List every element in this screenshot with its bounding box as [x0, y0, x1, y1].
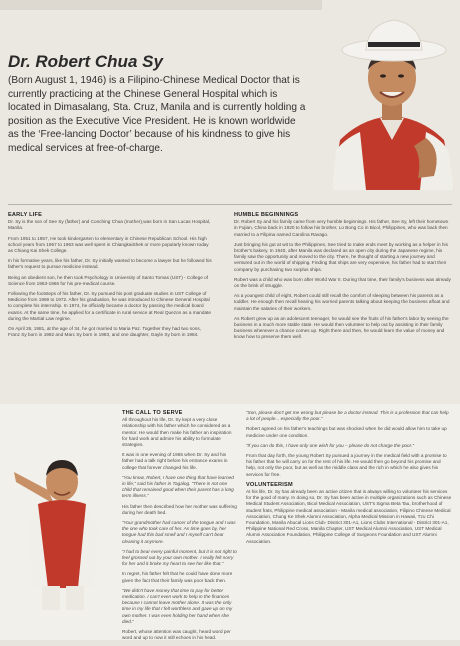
early-life-paragraph: From 1951 to 1957, He took kindergarten to elementary in Chinese Republican School. His high school years from 1957 to 1963 was well spent in ChiangkaiShek or more popularly known today as Chiang Kai Shek College.: [8, 235, 209, 254]
continued-paragraph: From that day forth, the young Robert Sy pursued a journey in the medical field with a promise to his father that he will carry on for the rest of his life. He would then go beyond his promise and help, not only the poor, but as well as the middle class and the rich in which he also gives his services for free.: [246, 453, 447, 477]
humble-beginnings-paragraph: As a youngest child of eight, Robert could still recall the comfort of sleeping between his parents as a toddler. He enough then recall hearing his worried parents talking about keeping the business afloat and maintain the salaries of their workers.: [234, 293, 450, 311]
call-to-serve-paragraph: Robert, whose attention was caught, heard word per word and up to now it still echoes in his head.: [122, 629, 231, 641]
humble-beginnings-paragraph: Dr. Robert Sy and his family came from very humble beginnings. His father, See Sy, left their hometown in Fujian, China back in 1920 to follow his brother, Lo Bong Co in Bicol, Philippines, who was back then married to a Filipina named Carolina Ravago.: [234, 219, 449, 237]
early-life-paragraph: Following the footsteps of his father, Dr. Sy pursued his post graduate studies in UST College of Medicine from 1969 to 1972. After his graduation, he was introduced to Chinese General Hospital to complete his internship. In 1974, he officially became a doctor by passing the medical board exams. At the same time, he applied for a certificate in rural service at Real Quezon as a mandate during the Martial Law regime.: [8, 291, 211, 321]
call-to-serve-quote: “Your grandmother had cancer of the tongue and I was the one who took care of her. As time goes by, her tongue had this bad smell and I myself can't bear cleaning it anymore.: [122, 520, 236, 544]
early-life-heading: EARLY LIFE: [8, 212, 43, 218]
call-to-serve-paragraph: His father then described how her mother was suffering during her death bed.: [122, 503, 237, 515]
call-to-serve-heading: THE CALL TO SERVE: [122, 410, 183, 416]
early-life-paragraph: Dr. Sy is the son of See Sy (father) and Conching Chua (mother),was born in San Lucas Hospital, Manila.: [8, 219, 211, 231]
humble-beginnings-paragraph: Just bringing his gut at wit to the Philippines, See tried to make ends meet by working as a helper in his brother's bakery. In 1940, after Manila was declared as an open city during the Japanese regime, his family saw the opportunity and moved to the city. There, he thought of starting a new journey and ventured out in the world of shipping. Finding that ships are very expensive, his father had to start their company by purchasing two surplus ships.: [234, 241, 448, 272]
call-to-serve-paragraph: All throughout his life, Dr. Sy kept a very close relationship with his father which he considered as a mentor. He would then make his father an inspiration for hard work and admire his ability to formulate strategies.: [122, 417, 232, 448]
call-to-serve-paragraph: It was in one evening of 1965 when Dr. Sy and his father had a talk right before his entrance exams in college that forever changed his life.: [122, 452, 228, 470]
portrait-pointing-image: [8, 438, 120, 610]
early-life-paragraph: On April 26, 1981, at the age of 34, he got married to Maria Paz. Together they had two sons, Franz Sy born in 1982 and Marc Sy born in 1983, and one daughter, Gayle Sy born in 1984.: [8, 326, 201, 338]
volunteerism-paragraph: At his life, Dr. Sy has already been an active citizen that is always willing to volunteer his services for the good of many. In doing so, Dr. Sy has been active in multiple organizations such as Chinese Medical Student Association, Bicol Medical Association, UST's Sigma Beta Tau, brotherhood of student frats, Philippine medical association - Manila medical association, Filipino Chinese Medical Association, Chung Ke Shek Alumni Association, Alpha Medical Mission in Hawaii, Tzu Chi Foundation, Manila Abucal Lions Club- District 301-A1, Lions Clubs International - District 301-A1, Philippine National Red Cross, Manila Chapter, UST Medical Alumni Association, UST Medical Alumni Association Foundation, Philippine College of Surgeons Foundation and UST Alumni Association.: [246, 489, 452, 544]
continued-section: [246, 410, 452, 549]
continued-paragraph: Robert agreed on his father's teachings but was shocked when he did would allow him to take up medicine under one condition.: [246, 426, 447, 438]
continued-quote: “If you can do this, I have only one wish for you – please do not charge the poor.”: [246, 442, 414, 448]
volunteerism-heading: VOLUNTEERISM: [246, 481, 293, 488]
call-to-serve-paragraph: In regret, his father felt that he could have done more given the fact that their family was poor back then.: [122, 571, 233, 583]
intro-paragraph: (Born August 1, 1946) is a Filipino-Chinese Medical Doctor that is currently practicing at the Chinese General Hospital which is located in Dimasalang, Sta. Cruz, Manila and is currently holding a position as the Executive Vice President. He is known worldwide as the ‘Free-lancing Doctor’ because of his kindness to give his medical services at free-of-charge.: [8, 75, 306, 154]
humble-beginnings-paragraph: As Robert grew up as an adolescent teenager, he would see the fruits of his father's labor by seeing the business in a much more stable state. He would then volunteer to help out by assisting in their family business whenever a chance comes up. Right there and then, he would learn the value of money and know how to preserve them well.: [234, 315, 449, 340]
call-to-serve-quote: “We didn't have money that time to pay for better medication. I can't even work to help in the finances because I cannot leave mother alone. It was the only time in my life that I felt worthless and gave up on my own mother. I was even holding her hand when she died.”: [122, 587, 233, 624]
page-title: Dr. Robert Chua Sy: [8, 52, 163, 71]
humble-beginnings-heading: HUMBLE BEGINNINGS: [234, 212, 299, 218]
humble-beginnings-section: [234, 212, 452, 345]
portrait-cowboy-hat-image: [322, 0, 460, 190]
call-to-serve-quote: “You know, Robert, I have one thing that have learned in life,” said his father in Tagalog. “There is not one child that remained good when their parent has a long term illness.”: [122, 474, 234, 499]
early-life-paragraph: In his formative years, like his father, Dr. Sy initially wanted to become a lawyer but he followed his father's request to pursue medicine instead.: [8, 258, 212, 270]
early-life-section: [8, 212, 213, 342]
humble-beginnings-paragraph: Robert was a child who was born after World War II. During that time, their family's business was already on the brink of struggle.: [234, 276, 451, 289]
call-to-serve-section: [122, 410, 238, 646]
divider-top: [8, 204, 452, 205]
call-to-serve-quote: “I had to bear every painful moment, but it is not right to feel grossed out by your own mother. I really felt sorry for her and it broke my heart to see her like that.”: [122, 548, 237, 567]
continued-quote: “Son, please don't get me wrong but please be a doctor instead. This is a profession that can help a lot of people... especially the poor.”: [246, 410, 449, 422]
early-life-paragraph: Being an obedient son, he then took Psychology in University of Santo Tomas (UST) - College of Science from 1963-1966 for his pre-medical course.: [8, 274, 209, 286]
